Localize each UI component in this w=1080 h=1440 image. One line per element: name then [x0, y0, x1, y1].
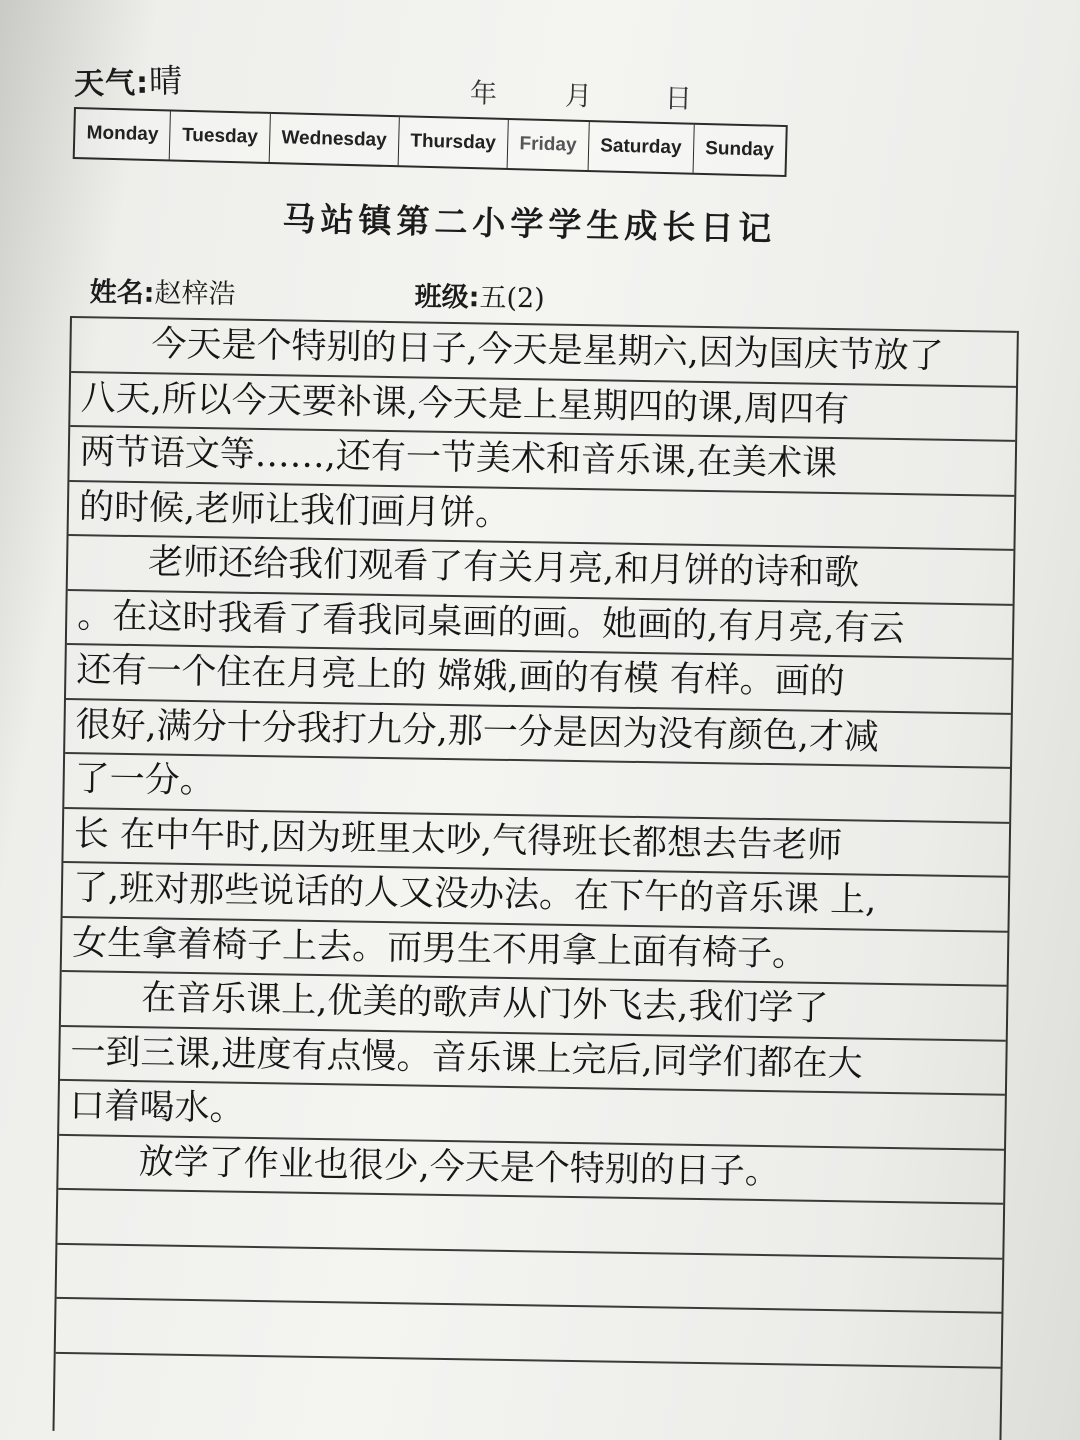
diary-line: 。在这时我看了看我同桌画的画。她画的,有月亮,有云 — [76, 595, 905, 649]
weekday-saturday: Saturday — [588, 122, 694, 173]
date-year-label: 年 — [469, 78, 498, 110]
diary-line: 放学了作业也很少,今天是个特别的日子。 — [68, 1140, 781, 1192]
student-name: 赵梓浩 — [154, 277, 236, 311]
diary-line: 今天是个特别的日子,今天是星期六,因为国庆节放了 — [81, 323, 945, 377]
diary-line: 很好,满分十分我打九分,那一分是因为没有颜色,才减 — [75, 704, 880, 758]
diary-line: 的时候,老师让我们画月饼。 — [78, 486, 511, 534]
weekday-friday: Friday — [508, 120, 590, 170]
diary-line: 口着喝水。 — [69, 1086, 245, 1129]
class-label: 班级: — [414, 281, 480, 314]
student-info — [89, 270, 629, 317]
diary-line: 在音乐课上,优美的歌声从门外飞去,我们学了 — [70, 977, 829, 1029]
diary-line: 老师还给我们观看了有关月亮,和月饼的诗和歌 — [77, 541, 860, 594]
weekday-wednesday: Wednesday — [270, 114, 400, 165]
lined-writing-area — [52, 316, 1018, 1440]
diary-line: 还有一个住在月亮上的 嫦娥,画的有模 有样。画的 — [76, 650, 846, 703]
diary-line: 女生拿着椅子上去。而男生不用拿上面有椅子。 — [71, 922, 808, 975]
page-title: 马站镇第二小学学生成长日记 — [282, 198, 777, 249]
date-month-label: 月 — [564, 80, 593, 113]
weekday-monday: Monday — [75, 109, 172, 159]
student-class: 五(2) — [479, 282, 545, 315]
weather-field — [74, 55, 184, 104]
diary-line: 长 在中午时,因为班里太吵,气得班长都想去告老师 — [73, 813, 843, 866]
weekday-thursday: Thursday — [398, 117, 508, 168]
diary-line: 了一分。 — [74, 759, 216, 802]
date-day-label: 日 — [664, 83, 693, 115]
weekday-tuesday: Tuesday — [170, 111, 271, 161]
weekday-selector — [73, 107, 788, 177]
diary-line: 一到三课,进度有点慢。音乐课上完后,同学们都在大 — [70, 1031, 863, 1085]
weather-value: 晴 — [148, 61, 184, 101]
weekday-sunday: Sunday — [704, 137, 775, 161]
diary-line: 了,班对那些说话的人又没办法。在下午的音乐课 上, — [72, 868, 877, 921]
name-label: 姓名: — [89, 276, 155, 309]
date-field — [470, 71, 693, 116]
class-field — [414, 275, 545, 316]
diary-line: 两节语文等……,还有一节美术和音乐课,在美术课 — [79, 432, 838, 485]
weather-label: 天气: — [73, 65, 150, 102]
diary-line: 八天,所以今天要补课,今天是上星期四的课,周四有 — [80, 377, 850, 430]
